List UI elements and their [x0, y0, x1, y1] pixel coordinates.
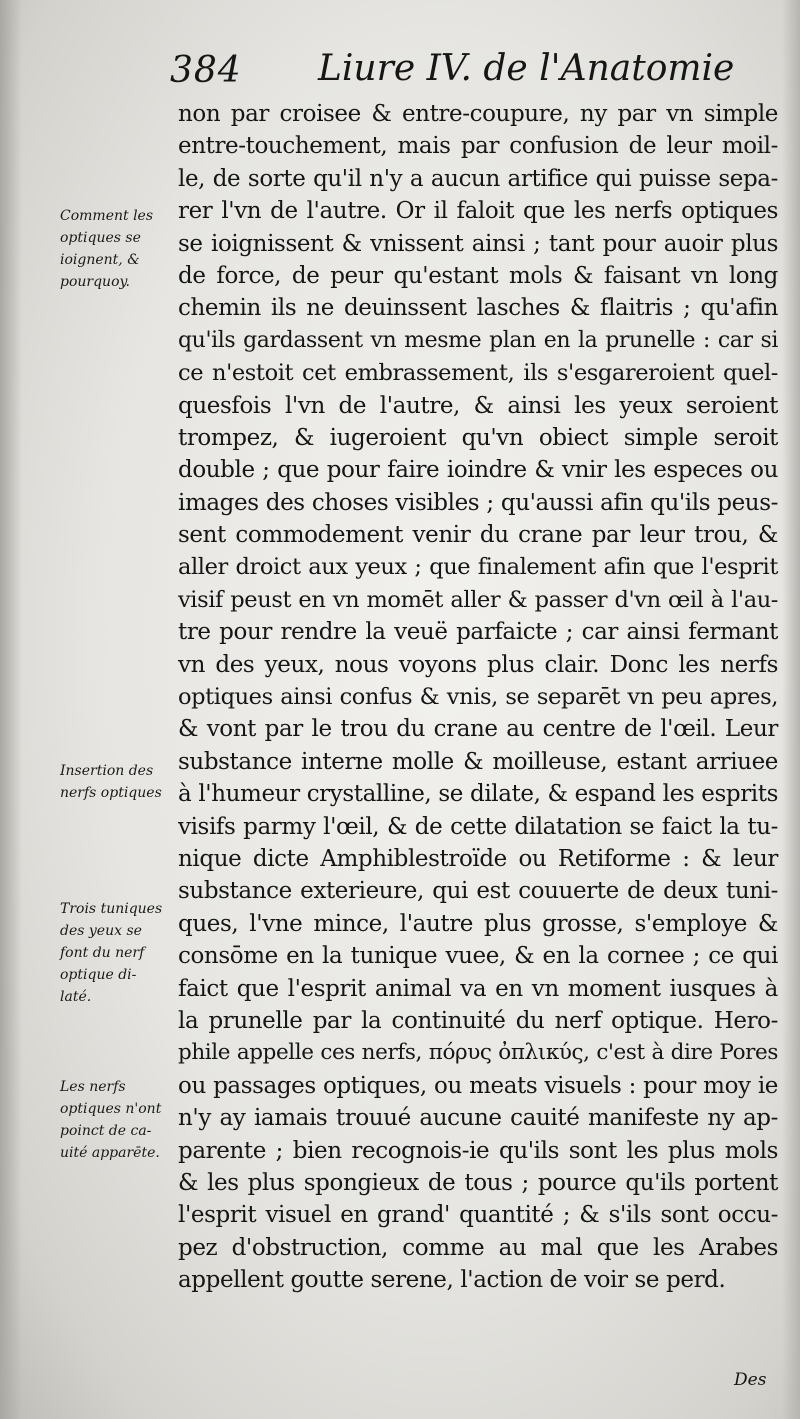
- margin-note-line: poinct de ca-: [60, 1123, 152, 1139]
- text-line: visif peust en vn momēt aller & passer d'vn œil à l'au-: [178, 586, 778, 613]
- text-line: images des choses visibles ; qu'aussi afin qu'ils peus-: [178, 489, 778, 516]
- text-line: de force, de peur qu'estant mols & faisant vn long: [178, 262, 778, 289]
- text-line: qu'ils gardassent vn mesme plan en la prunelle : car si: [178, 327, 778, 353]
- text-line: faict que l'esprit animal va en vn moment iusques à: [178, 975, 778, 1002]
- main-text-block: [178, 98, 778, 1296]
- margin-note-line: uité apparēte.: [60, 1145, 160, 1161]
- text-line: pez d'obstruction, comme au mal que les Arabes: [178, 1234, 778, 1261]
- margin-note-line: ioignent, &: [60, 252, 140, 268]
- page-header: [170, 44, 735, 96]
- text-line: sent commodement venir du crane par leur trou, &: [178, 522, 778, 549]
- text-line: tre pour rendre la veuë parfaicte ; car ainsi fermant: [178, 619, 778, 646]
- text-line: double ; que pour faire ioindre & vnir les especes ou: [178, 457, 778, 484]
- text-line: visifs parmy l'œil, & de cette dilatation se faict la tu-: [178, 813, 778, 840]
- text-line: rer l'vn de l'autre. Or il faloit que les nerfs optiques: [178, 198, 778, 225]
- text-line: consōme en la tunique vuee, & en la cornee ; ce qui: [178, 943, 778, 970]
- text-line: se ioignissent & vnissent ainsi ; tant pour auoir plus: [178, 230, 778, 257]
- text-line: & les plus spongieux de tous ; pource qu'ils portent: [178, 1169, 778, 1196]
- margin-note-line: laté.: [60, 989, 92, 1005]
- margin-note-line: pourquoy.: [60, 274, 131, 290]
- text-line: trompez, & iugeroient qu'vn obiect simple seroit: [178, 424, 778, 451]
- text-line: appellent goutte serene, l'action de voir se perd.: [178, 1267, 726, 1294]
- text-line: vn des yeux, nous voyons plus clair. Donc les nerfs: [178, 651, 778, 678]
- margin-note-line: optiques se: [60, 230, 141, 246]
- text-line: quesfois l'vn de l'autre, & ainsi les yeux seroient: [178, 392, 778, 419]
- margin-note-tuniques: [60, 898, 178, 1008]
- text-line: n'y ay iamais trouué aucune cauité manifeste ny ap-: [178, 1105, 778, 1132]
- text-line: ce n'estoit cet embrassement, ils s'esgareroient quel-: [178, 360, 778, 387]
- page-shadow-right: [782, 0, 800, 1419]
- text-line: chemin ils ne deuinssent lasches & flaitris ; qu'afin: [178, 295, 778, 322]
- text-line: la prunelle par la continuité du nerf optique. Hero-: [178, 1007, 778, 1034]
- catchword: Des: [734, 1370, 767, 1390]
- margin-note-line: Trois tuniques: [60, 901, 163, 917]
- page-shadow-left: [0, 0, 22, 1419]
- margin-note-line: Comment les: [60, 208, 154, 224]
- text-line: optiques ainsi confus & vnis, se separēt vn peu apres,: [178, 684, 778, 711]
- margin-note-line: optique di-: [60, 967, 137, 983]
- text-line: & vont par le trou du crane au centre de l'œil. Leur: [178, 716, 778, 743]
- text-line: à l'humeur crystalline, se dilate, & espand les esprits: [178, 781, 778, 808]
- text-line: phile appelle ces nerfs, πόρυς ὀπλικύς, c'est à dire Pores: [178, 1040, 778, 1066]
- text-line: ques, l'vne mince, l'autre plus grosse, s'employe &: [178, 910, 778, 937]
- text-line: aller droict aux yeux ; que finalement afin que l'esprit: [178, 554, 778, 581]
- text-line: nique dicte Amphiblestroïde ou Retiforme : & leur: [178, 845, 778, 872]
- margin-note-line: des yeux se: [60, 923, 142, 939]
- text-line: entre-touchement, mais par confusion de leur moil-: [178, 133, 778, 160]
- text-line: parente ; bien recognois-ie qu'ils sont les plus mols: [178, 1137, 778, 1164]
- text-line: non par croisee & entre-coupure, ny par vn simple: [178, 101, 778, 127]
- margin-note-line: nerfs optiques: [60, 785, 162, 801]
- text-line: substance exterieure, qui est couuerte de deux tuni-: [178, 878, 778, 905]
- margin-note-optiques: [60, 205, 178, 293]
- text-line: substance interne molle & moilleuse, estant arriuee: [178, 748, 778, 775]
- text-line: l'esprit visuel en grand' quantité ; & s'ils sont occu-: [178, 1202, 778, 1229]
- page-number: 384: [170, 50, 242, 91]
- margin-note-line: Les nerfs: [60, 1079, 126, 1095]
- running-head: Liure IV. de l'Anatomie: [318, 48, 735, 89]
- margin-note-line: Insertion des: [60, 763, 154, 779]
- margin-note-insertion: [60, 760, 178, 804]
- margin-note-line: font du nerf: [60, 945, 145, 961]
- text-line: ou passages optiques, ou meats visuels : pour moy ie: [178, 1072, 778, 1099]
- margin-note-cauite: [60, 1076, 178, 1164]
- text-line: le, de sorte qu'il n'y a aucun artifice qui puisse sepa-: [178, 165, 778, 192]
- margin-note-line: optiques n'ont: [60, 1101, 162, 1117]
